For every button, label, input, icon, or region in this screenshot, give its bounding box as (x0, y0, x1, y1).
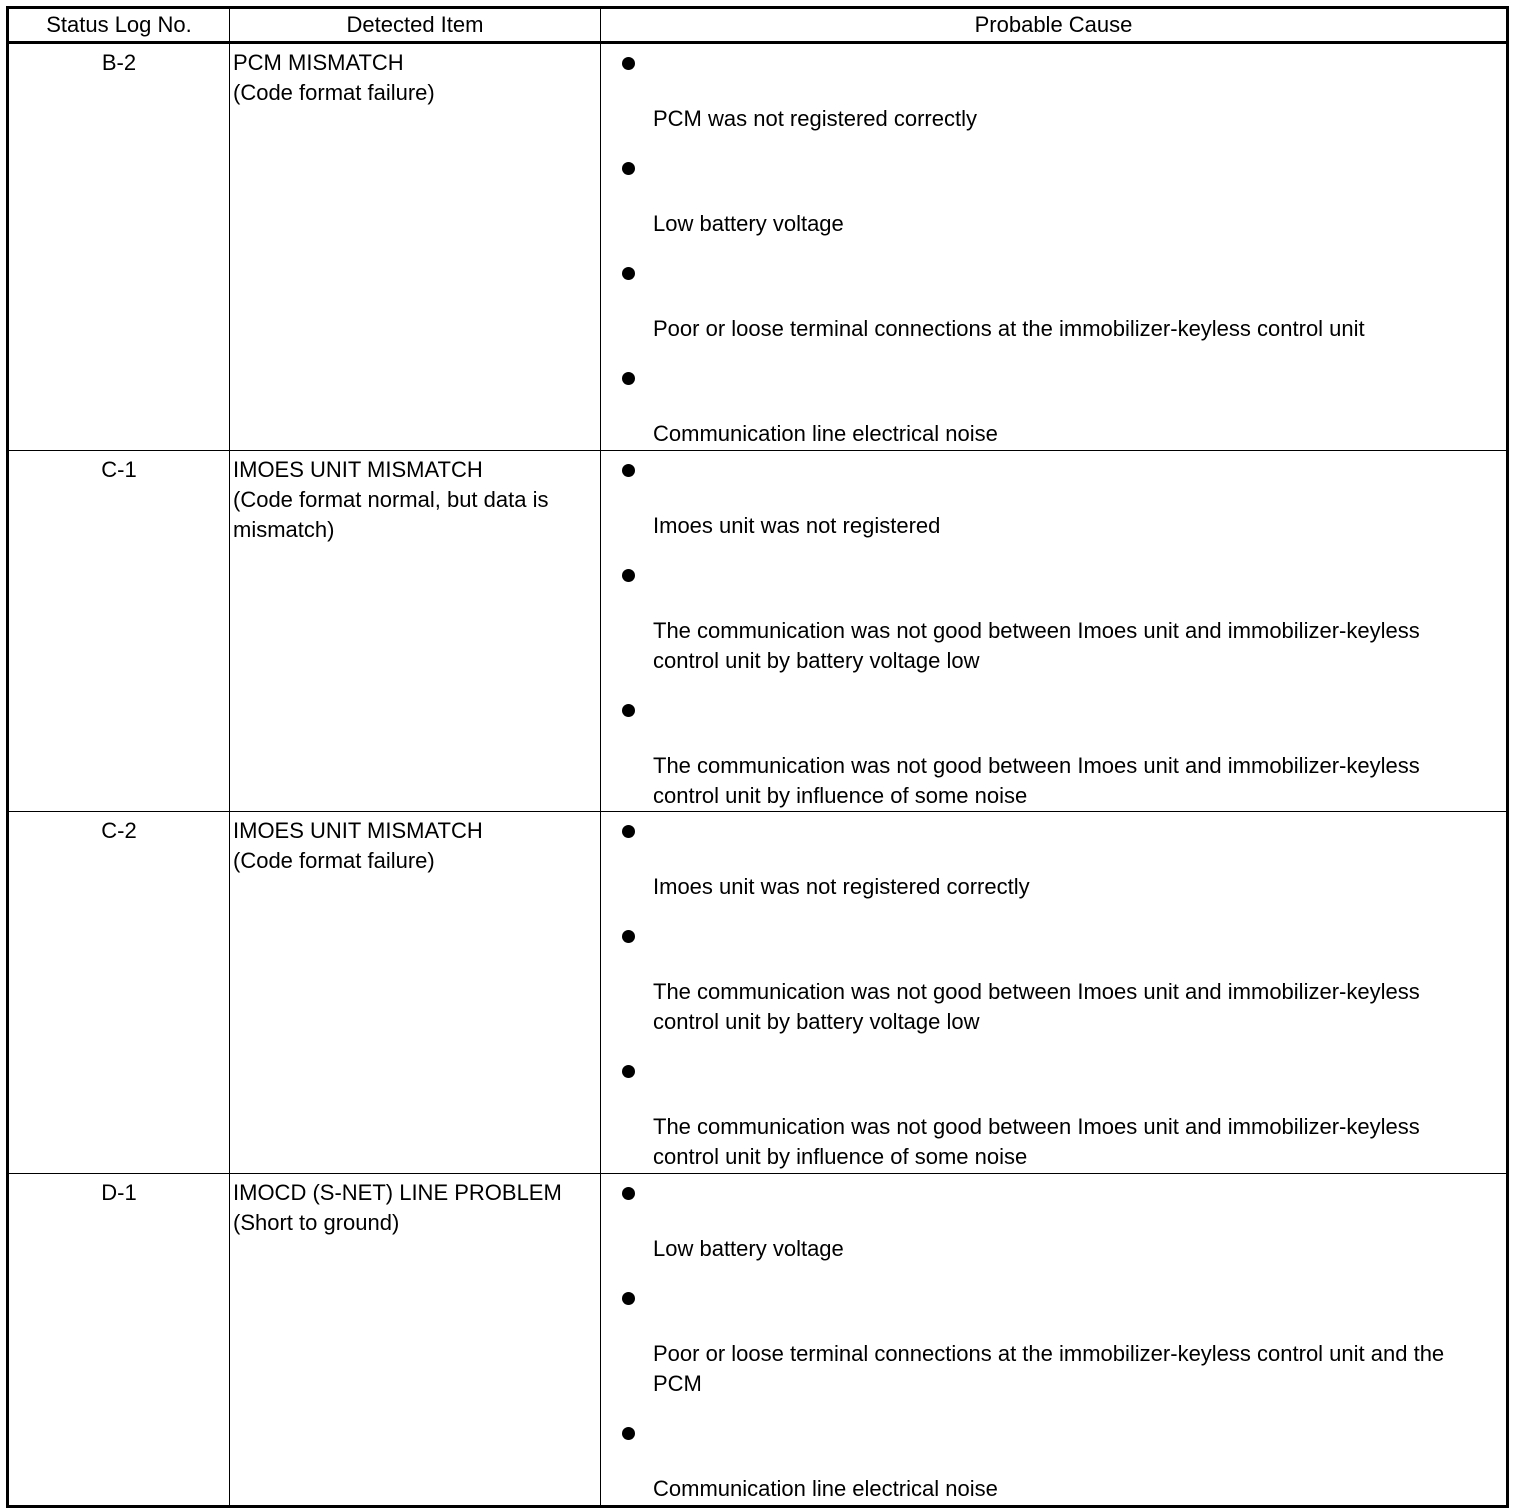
status-log-no-cell: C-1 (8, 451, 230, 812)
status-log-no-cell: D-1 (8, 1174, 230, 1507)
probable-cause-item (601, 44, 1506, 149)
header-row (8, 8, 1508, 43)
probable-cause-text: The communication was not good between Imoes unit and immobilizer-keyless control unit by battery voltage low (653, 618, 1420, 673)
status-log-no-cell: B-2 (8, 43, 230, 451)
table-row (8, 451, 1508, 812)
probable-cause-item (601, 812, 1506, 917)
probable-cause-text: Poor or loose terminal connections at the immobilizer-keyless control unit and the PCM (653, 1341, 1445, 1396)
detected-item-line: (Code format failure) (233, 80, 435, 105)
probable-cause-list (601, 812, 1506, 1172)
bullet-icon (622, 464, 635, 477)
table-row (8, 1174, 1508, 1507)
status-log-no-cell: C-2 (8, 812, 230, 1174)
table-body (8, 43, 1508, 1507)
table-row (8, 812, 1508, 1174)
probable-cause-cell (601, 43, 1508, 451)
probable-cause-text: Low battery voltage (653, 1236, 844, 1261)
bullet-icon (622, 825, 635, 838)
probable-cause-text: PCM was not registered correctly (653, 106, 977, 131)
probable-cause-item (601, 917, 1506, 1052)
header-status-log-no: Status Log No. (8, 8, 230, 43)
detected-item-cell (230, 43, 601, 451)
bullet-icon (622, 162, 635, 175)
probable-cause-cell (601, 451, 1508, 812)
probable-cause-text: Poor or loose terminal connections at the immobilizer-keyless control unit (653, 316, 1365, 341)
bullet-icon (622, 1065, 635, 1078)
probable-cause-item (601, 1052, 1506, 1172)
detected-item-line: (Code format failure) (233, 848, 435, 873)
probable-cause-list (601, 44, 1506, 449)
probable-cause-item (601, 149, 1506, 254)
bullet-icon (622, 372, 635, 385)
header-detected-item: Detected Item (230, 8, 601, 43)
probable-cause-item (601, 556, 1506, 691)
table-row (8, 43, 1508, 451)
probable-cause-list (601, 451, 1506, 811)
detected-item-cell (230, 1174, 601, 1507)
bullet-icon (622, 704, 635, 717)
probable-cause-text: Imoes unit was not registered correctly (653, 874, 1030, 899)
detected-item-line: PCM MISMATCH (233, 50, 404, 75)
detected-item-cell (230, 812, 601, 1174)
probable-cause-text: The communication was not good between Imoes unit and immobilizer-keyless control unit by influence of some noise (653, 753, 1420, 808)
probable-cause-item (601, 359, 1506, 449)
bullet-icon (622, 569, 635, 582)
detected-item-line: (Code format normal, but data is mismatch) (233, 487, 555, 542)
probable-cause-text: Imoes unit was not registered (653, 513, 941, 538)
probable-cause-item (601, 1174, 1506, 1279)
probable-cause-text: The communication was not good between Imoes unit and immobilizer-keyless control unit by influence of some noise (653, 1114, 1420, 1169)
detected-item-line: IMOES UNIT MISMATCH (233, 818, 483, 843)
bullet-icon (622, 1187, 635, 1200)
bullet-icon (622, 267, 635, 280)
bullet-icon (622, 57, 635, 70)
probable-cause-cell (601, 1174, 1508, 1507)
status-log-table (6, 6, 1509, 1508)
probable-cause-text: Low battery voltage (653, 211, 844, 236)
probable-cause-text: The communication was not good between Imoes unit and immobilizer-keyless control unit by battery voltage low (653, 979, 1420, 1034)
bullet-icon (622, 930, 635, 943)
detected-item-cell (230, 451, 601, 812)
probable-cause-text: Communication line electrical noise (653, 1476, 998, 1501)
bullet-icon (622, 1292, 635, 1305)
probable-cause-item (601, 1414, 1506, 1504)
probable-cause-item (601, 254, 1506, 359)
detected-item-line: IMOES UNIT MISMATCH (233, 457, 483, 482)
probable-cause-item (601, 691, 1506, 811)
header-probable-cause: Probable Cause (601, 8, 1508, 43)
probable-cause-item (601, 451, 1506, 556)
probable-cause-cell (601, 812, 1508, 1174)
detected-item-line: (Short to ground) (233, 1210, 400, 1235)
table-header (8, 8, 1508, 43)
bullet-icon (622, 1427, 635, 1440)
probable-cause-list (601, 1174, 1506, 1504)
probable-cause-item (601, 1279, 1506, 1414)
probable-cause-text: Communication line electrical noise (653, 421, 998, 446)
detected-item-line: IMOCD (S-NET) LINE PROBLEM (233, 1180, 562, 1205)
